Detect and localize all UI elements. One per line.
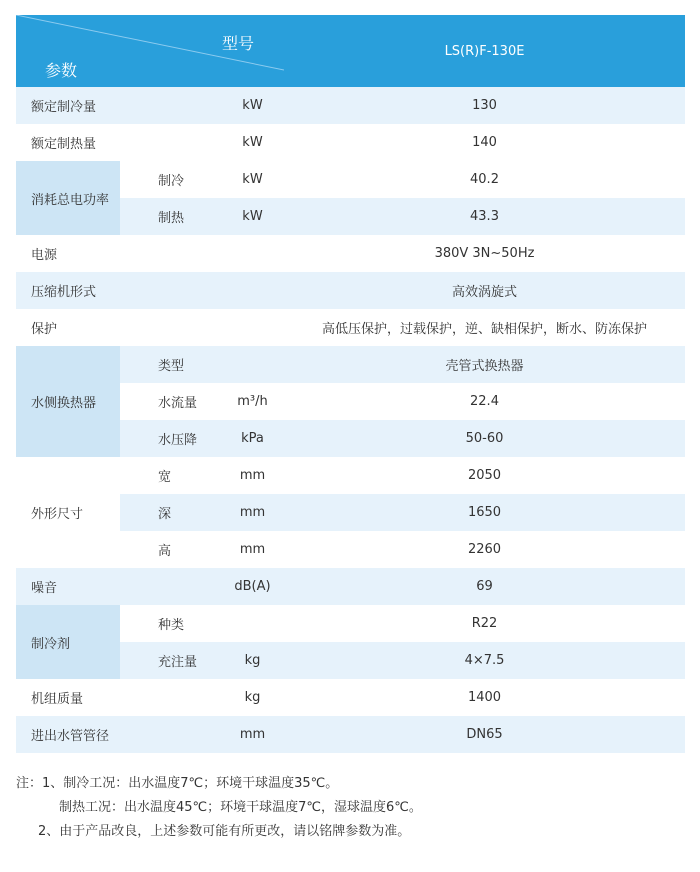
- footnotes: [16, 772, 422, 844]
- row-sublabel: 种类: [120, 605, 221, 642]
- spec-table: [16, 15, 685, 753]
- row-value: 2260: [284, 531, 685, 568]
- row-value: 140: [284, 124, 685, 161]
- row-value: 43.3: [284, 198, 685, 235]
- row-value: 高效涡旋式: [284, 272, 685, 309]
- row-unit: [221, 346, 284, 383]
- table-row-noise: [16, 568, 685, 605]
- header-corner-cell: [16, 15, 284, 87]
- row-unit: m³/h: [221, 383, 284, 420]
- table-row-dim-width: [16, 457, 685, 494]
- table-header-row: [16, 15, 685, 87]
- row-sublabel: 水压降: [120, 420, 221, 457]
- row-sublabel: 充注量: [120, 642, 221, 679]
- row-value: 1400: [284, 679, 685, 716]
- table-row-weight: [16, 679, 685, 716]
- row-unit: kg: [221, 679, 284, 716]
- group-label-dimensions: 外形尺寸: [16, 457, 120, 568]
- group-label-refrigerant: 制冷剂: [16, 605, 120, 679]
- row-unit: mm: [221, 457, 284, 494]
- row-sublabel: 制热: [120, 198, 221, 235]
- table-row-cooling-capacity: [16, 87, 685, 124]
- row-value: 4×7.5: [284, 642, 685, 679]
- row-value: 高低压保护，过载保护，逆、缺相保护，断水、防冻保护: [284, 309, 685, 346]
- model-value-header: LS(R)F-130E: [284, 15, 685, 87]
- row-label: 机组质量: [16, 679, 221, 716]
- row-value: 380V 3N~50Hz: [284, 235, 685, 272]
- row-value: 40.2: [284, 161, 685, 198]
- row-label: 保护: [16, 309, 221, 346]
- row-value: 2050: [284, 457, 685, 494]
- row-unit: dB(A): [221, 568, 284, 605]
- table-row-compressor: [16, 272, 685, 309]
- row-unit: mm: [221, 494, 284, 531]
- row-value: 22.4: [284, 383, 685, 420]
- row-unit: kW: [221, 161, 284, 198]
- row-label: 额定制冷量: [16, 87, 221, 124]
- table-row-power-cooling: [16, 161, 685, 198]
- param-header-label: 参数: [45, 61, 78, 80]
- row-value: 130: [284, 87, 685, 124]
- table-row-hx-type: [16, 346, 685, 383]
- row-unit: kg: [221, 642, 284, 679]
- table-row-heating-capacity: [16, 124, 685, 161]
- row-unit: kW: [221, 124, 284, 161]
- row-value: 壳管式换热器: [284, 346, 685, 383]
- row-unit: [221, 235, 284, 272]
- row-sublabel: 宽: [120, 457, 221, 494]
- row-label: 噪音: [16, 568, 221, 605]
- row-label: 压缩机形式: [16, 272, 221, 309]
- table-row-protection: [16, 309, 685, 346]
- row-label: 进出水管管径: [16, 716, 221, 753]
- row-unit: [221, 309, 284, 346]
- row-unit: kW: [221, 198, 284, 235]
- row-unit: kW: [221, 87, 284, 124]
- row-unit: kPa: [221, 420, 284, 457]
- row-unit: mm: [221, 716, 284, 753]
- row-value: R22: [284, 605, 685, 642]
- model-header-label: 型号: [222, 34, 255, 53]
- row-label: 电源: [16, 235, 221, 272]
- group-label-power: 消耗总电功率: [16, 161, 120, 235]
- table-row-power-supply: [16, 235, 685, 272]
- row-value: 1650: [284, 494, 685, 531]
- footnote-line-1: 注：1、制冷工况：出水温度7℃；环境干球温度35℃。: [16, 776, 339, 791]
- table-row-pipe-diameter: [16, 716, 685, 753]
- row-sublabel: 类型: [120, 346, 221, 383]
- row-value: DN65: [284, 716, 685, 753]
- row-sublabel: 深: [120, 494, 221, 531]
- footnote-line-3: 2、由于产品改良，上述参数可能有所更改，请以铭牌参数为准。: [38, 824, 411, 839]
- row-value: 50-60: [284, 420, 685, 457]
- row-sublabel: 制冷: [120, 161, 221, 198]
- row-label: 额定制热量: [16, 124, 221, 161]
- group-label-water-hx: 水侧换热器: [16, 346, 120, 457]
- footnote-line-2: 制热工况：出水温度45℃；环境干球温度7℃，湿球温度6℃。: [59, 800, 422, 815]
- table-row-refrigerant-kind: [16, 605, 685, 642]
- row-sublabel: 高: [120, 531, 221, 568]
- row-value: 69: [284, 568, 685, 605]
- row-unit: [221, 272, 284, 309]
- row-sublabel: 水流量: [120, 383, 221, 420]
- row-unit: mm: [221, 531, 284, 568]
- row-unit: [221, 605, 284, 642]
